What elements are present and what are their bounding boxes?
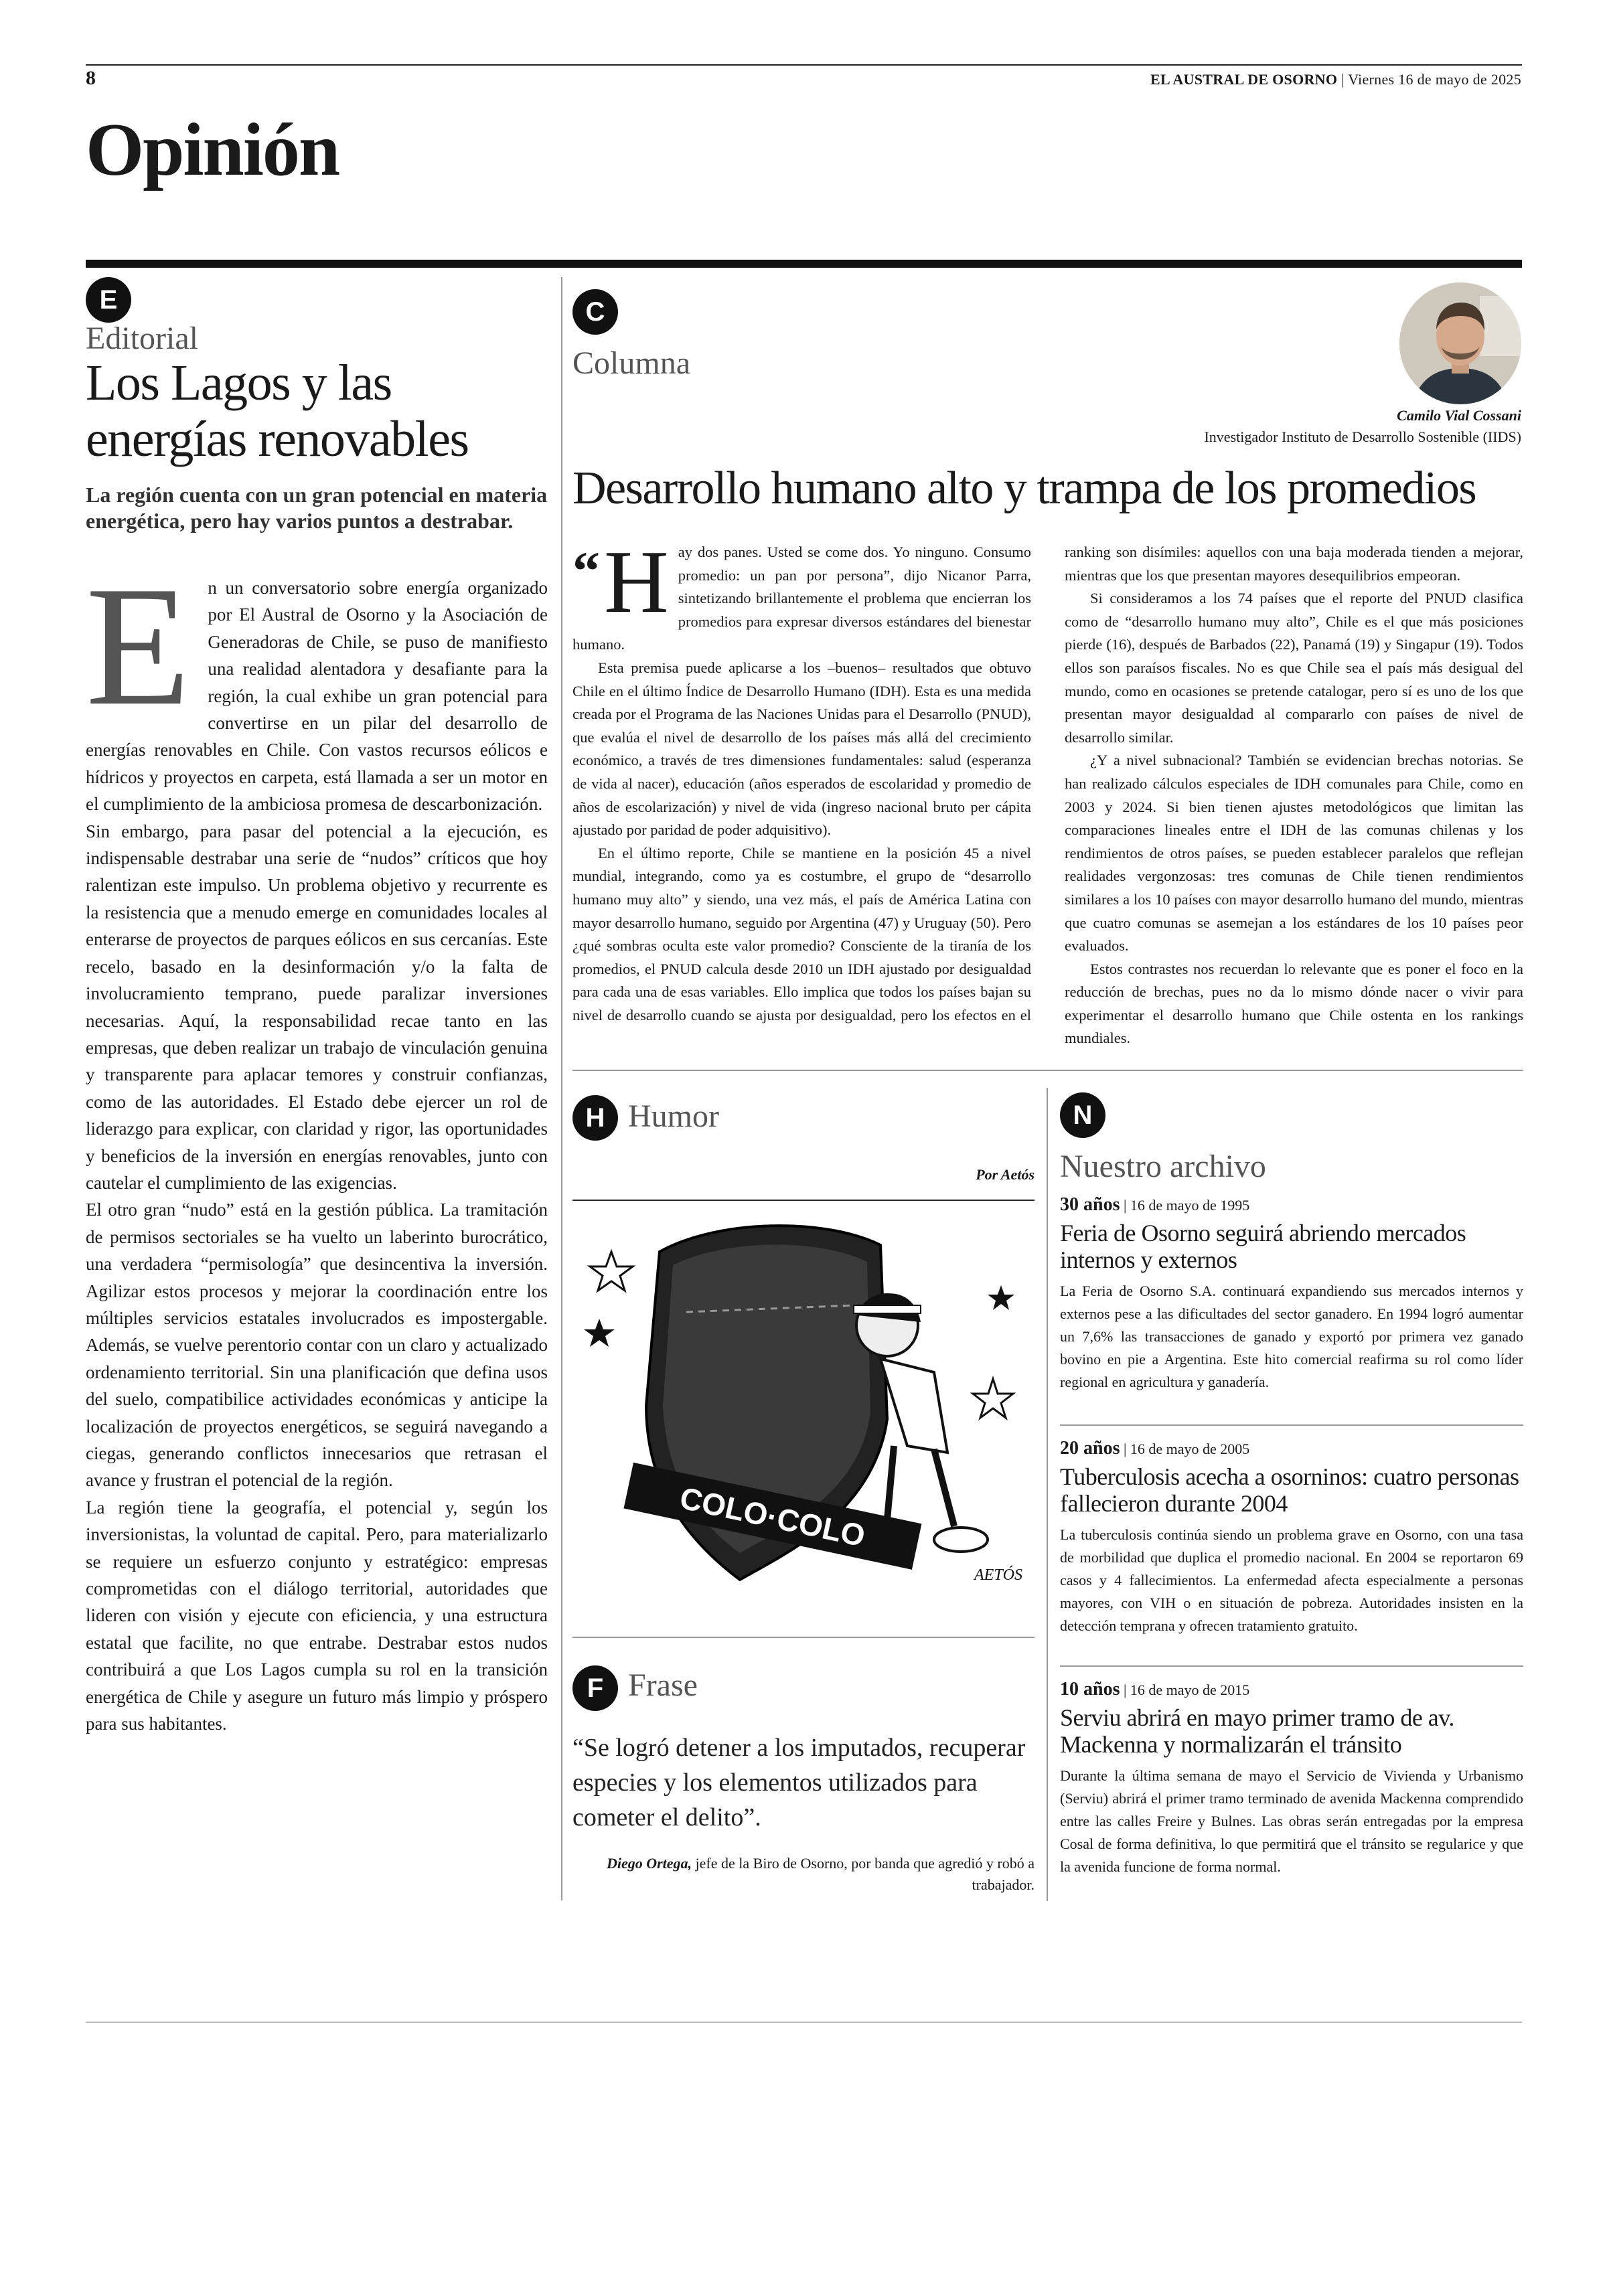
cartoon-illustration xyxy=(572,1205,1035,1627)
archive-date: 16 de mayo de 1995 xyxy=(1130,1197,1250,1214)
column-paragraph: ¿Y a nivel subnacional? También se evidencian brechas notorias. Se han realizado cálculos especiales de IDH comunales para Chile, como en 2003 y 2024. Si bien tienen ajustes metodológicos que limitan las comparaciones lineales entre el IDH de las comunas chilenas y los rendimientos de otros países, se pueden establecer paralelos que reflejan realidades vergonzosas: tres comunas de Chile tienen rendimientos similares a los 10 países con mayor desarrollo humano del mundo, mientras que cuatro comunas se asemejan a los estándares de los 10 países peor evaluados. xyxy=(1065,752,1523,955)
frase-attribution: Diego Ortega, jefe de la Biro de Osorno, por banda que agredió y robó a trabajador. xyxy=(606,1855,1035,1893)
editorial-title: Los Lagos y las energías renovables xyxy=(86,355,469,467)
archive-date: 16 de mayo de 2015 xyxy=(1130,1682,1250,1698)
archive-date: 16 de mayo de 2005 xyxy=(1130,1441,1250,1457)
archive-rule xyxy=(1060,1424,1523,1426)
editorial-paragraph: Sin embargo, para pasar del potencial a la ejecución, es indispensable destrabar una serie de “nudos” críticos que hoy ralentizan este impulso. Un problema objetivo y recurrente es la resistencia que a menudo emerge en comunidades locales al enterarse de proyectos de parques eólicos en sus cercanías. Este recelo, basado en la desinformación y/o la falta de involucramiento temprano, puede paralizar inversiones necesarias. Aquí, la responsabilidad recae tanto en las empresas, que deben realizar un trabajo de vinculación genuina y transparente para aplacar temores y construir confianzas, como de las autoridades. El Estado debe ejercer un rol de liderazgo para explicar, con claridad y rigor, las oportunidades y beneficios de la inversión en energías renovables, junto con cautelar el cumplimiento de las exigencias. xyxy=(86,821,548,1193)
archive-years: 10 años xyxy=(1060,1679,1120,1700)
frase-badge: F xyxy=(572,1665,618,1711)
editorial-paragraph: El otro gran “nudo” está en la gestión pública. La tramitación de permisos sectoriales se ha vuelto un laberinto burocrático, una verdadera “permisología” que desincentiva la inversión. Agilizar estos procesos y mejorar la coordinación entre los múltiples servicios estatales involucrados es impostergable. Además, se vuelve perentorio contar con un claro y actualizado ordenamiento territorial. Sin una planificación que defina usos del suelo, compatibilice actividades económicas y anticipe la localización de proyectos energéticos, se seguirá navegando a ciegas, generando conflictos innecesarios que retrasan el avance y frustran el potencial de la región. xyxy=(86,1200,548,1491)
editorial-paragraph: En un conversatorio sobre energía organizado por El Austral de Osorno y la Asociación de Generadoras de Chile, se puso de manifiesto una realidad alentadora y desafiante para la región, la cual exhibe un gran potencial para convertirse en un pilar del desarrollo de energías renovables en Chile. Con vastos recursos eólicos e hídricos y proyectos en carpeta, está llamada a ser un motor en el cumplimiento de la ambiciosa promesa de descarbonización. xyxy=(86,574,548,815)
archive-headline: Tuberculosis acecha a osorninos: cuatro personas fallecieron durante 2004 xyxy=(1060,1463,1519,1517)
drop-cap: H xyxy=(604,541,669,631)
column-kicker: Columna xyxy=(572,345,690,381)
editorial-deck: La región cuenta con un gran potencial en materia energética, pero hay varios puntos a destrabar. xyxy=(86,483,548,533)
column-paragraph: Esta premisa puede aplicarse a los –buenos– resultados que obtuvo Chile en el último Índice de Desarrollo Humano (IDH). Esta es una medida creada por el Programa de las Naciones Unidas para el Desarrollo (PNUD), que evalúa el nivel de desarrollo de los países más allá del crecimiento económico, a través de tres dimensiones fundamentales: salud (esperanza de vida al nacer), educación (años esperados de escolaridad y promedio de años de escolarización) y nivel de vida (ingreso nacional bruto per cápita ajustado por paridad de poder adquisitivo). xyxy=(572,659,1031,839)
bottom-rule xyxy=(86,2022,1522,2023)
cartoon-top-rule xyxy=(572,1200,1035,1201)
archive-years: 30 años xyxy=(1060,1194,1120,1215)
frase-author: Diego Ortega, xyxy=(606,1855,692,1872)
archive-body: La tuberculosis continúa siendo un problema grave en Osorno, con una tasa de morbilidad que duplica el promedio nacional. En 2004 se reportaron 69 casos y 4 fallecimientos. La enfermedad afecta especialmente a personas mayores, con VIH o en situación de pobreza. Autoridades insisten en la detección temprana y ofrecen tratamiento gratuito. xyxy=(1060,1526,1523,1634)
archive-item: 30 años | 16 de mayo de 1995 Feria de Osorno seguirá abriendo mercados internos y externos La Feria de Osorno S.A. continuará expandiendo sus mercados internos y externos pese a las dificultades del sector ganadero. En 1994 logró aumentar un 7,6% las transacciones de ganado y exportó por primera vez ganado bovino en pie a Argentina. Este hito comercial reafirma su rol como líder regional en agricultura y ganadería. xyxy=(1060,1194,1523,1394)
frase-kicker: Frase xyxy=(628,1667,698,1703)
humor-badge: H xyxy=(572,1095,618,1141)
archive-item: 10 años | 16 de mayo de 2015 Serviu abrirá en mayo primer tramo de av. Mackenna y normalizarán el tránsito Durante la última semana de mayo el Servicio de Vivienda y Urbanismo (Serviu) abrirá el primer tramo terminado de avenida Mackenna comprendido entre las calles Freire y Bulnes. Las obras serán entregadas por la empresa Cosal de forma definitiva, lo que permitirá que el tránsito se regularice y que la avenida funcione de forma normal. xyxy=(1060,1679,1523,1878)
editorial-body xyxy=(86,574,548,1920)
column-divider xyxy=(561,277,562,1900)
archive-headline: Feria de Osorno seguirá abriendo mercados internos y externos xyxy=(1060,1220,1466,1273)
editorial-paragraph: La región tiene la geografía, el potencial y, según los inversionistas, la voluntad de capital. Pero, para materializarlo se requiere un esfuerzo conjunto y estratégico: empresas comprometidas con el diálogo territorial, autoridades que lideren con visión y ejecute con eficiencia, y una estructura estatal que facilite, no que entrabe. Destrabar estos nudos contribuirá a que Los Lagos cumpla su rol en la transición energética de Chile y asegure un futuro más limpio y próspero para sus habitantes. xyxy=(86,1497,548,1734)
archive-headline: Serviu abrirá en mayo primer tramo de av. Mackenna y normalizarán el tránsito xyxy=(1060,1704,1454,1758)
archive-body: Durante la última semana de mayo el Servicio de Vivienda y Urbanismo (Serviu) abrirá el primer tramo terminado de avenida Mackenna comprendido entre las calles Freire y Bulnes. Las obras serán entregadas por la empresa Cosal de forma definitiva, lo que permitirá que el tránsito se regularice y que la avenida funcione de forma normal. xyxy=(1060,1767,1523,1875)
column-paragraph: En el último reporte, Chile se mantiene en la posición 45 a nivel mundial, integrando, como ya es costumbre, el grupo de “desarrollo humano muy alto” y siendo, una vez más, el país de América Latina con mayor desarrollo humano, seguido por Argentina (47) y Uruguay (50). Pero ¿qué sombras oculta este valor promedio? Consciente de la tiranía de los promedios, el PNUD calcula desde 2010 un IDH ajustado por desigualdad para cada una de esas variables. Ello implica que todos los países bajan su nivel de desarrollo cuando se ajusta por desigualdad, pero los efectos en el ranking son disímiles: aquellos con una baja moderada tienden a mejorar, mientras que los que presentan mayores desequilibrios empeoran. xyxy=(572,544,1523,1023)
archive-item: 20 años | 16 de mayo de 2005 Tuberculosis acecha a osorninos: cuatro personas fallecieron durante 2004 La tuberculosis continúa siendo un problema grave en Osorno, con una tasa de morbilidad que duplica el promedio nacional. En 2004 se reportaron 69 casos y 4 fallecimientos. La enfermedad afecta especialmente a personas mayores, con VIH o en situación de pobreza. Autoridades insisten en la detección temprana y ofrecen tratamiento gratuito. xyxy=(1060,1438,1523,1637)
cartoon-banner-text: COLO·COLO xyxy=(676,1480,868,1554)
column-paragraph: Estos contrastes nos recuerdan lo relevante que es poner el foco en la reducción de brechas, pues no da lo mismo dónde nacer o vivir para experimentar el desarrollo humano que Chile ostenta en los rankings mundiales. xyxy=(1065,960,1523,1047)
author-photo xyxy=(1399,282,1521,404)
frase-quote: “Se logró detener a los imputados, recuperar especies y los elementos utilizados para cometer el delito”. xyxy=(572,1734,1026,1831)
editorial-badge: E xyxy=(86,277,131,323)
archive-kicker: Nuestro archivo xyxy=(1060,1149,1266,1184)
cartoon-signature: AETÓS xyxy=(974,1566,1022,1584)
masthead: EL AUSTRAL DE OSORNO | Viernes 16 de mayo de 2025 xyxy=(1150,71,1521,88)
paper-name: EL AUSTRAL DE OSORNO xyxy=(1150,71,1338,88)
issue-date: Viernes 16 de mayo de 2025 xyxy=(1348,71,1521,88)
archive-body: La Feria de Osorno S.A. continuará expandiendo sus mercados internos y externos pese a las dificultades del sector ganadero. En 1994 logró aumentar un 7,6% las transacciones de ganado y exportó por primera vez ganado bovino en pie a Argentina. Este hito comercial reafirma su rol como líder regional en agricultura y ganadería. xyxy=(1060,1283,1523,1390)
column-paragraph: Si consideramos a los 74 países que el reporte del PNUD clasifica como de “desarrollo humano muy alto”, Chile es el que más posiciones pierde (16), después de Barbados (22), Panamá (19) y Singapur (19). Todos ellos son paraísos fiscales. No es que Chile sea el país más desigual del mundo, como en ocasiones se pretende catalogar, pero sí es uno de los que presentan mayor desigualdad al compararlo con países de nivel de desarrollo similar. xyxy=(1065,590,1523,746)
page-number: 8 xyxy=(86,67,96,89)
editorial-kicker: Editorial xyxy=(86,321,198,356)
humor-kicker: Humor xyxy=(628,1098,719,1134)
column-badge: C xyxy=(572,289,618,335)
archive-years: 20 años xyxy=(1060,1438,1120,1459)
column-bottom-rule xyxy=(572,1070,1523,1071)
archive-badge: N xyxy=(1060,1092,1105,1138)
column-title: Desarrollo humano alto y trampa de los promedios xyxy=(572,463,1476,514)
author-name: Camilo Vial Cossani xyxy=(1397,407,1521,424)
drop-cap: E xyxy=(86,574,191,741)
cartoon-bottom-rule xyxy=(572,1637,1035,1638)
author-role: Investigador Instituto de Desarrollo Sostenible (IIDS) xyxy=(1204,428,1521,445)
top-rule xyxy=(86,64,1522,66)
cartoon-byline: Por Aetós xyxy=(976,1166,1035,1183)
lower-divider xyxy=(1047,1088,1048,1901)
archive-rule xyxy=(1060,1665,1523,1667)
column-paragraph: “ H ay dos panes. Usted se come dos. Yo ninguno. Consumo promedio: un pan por persona”, dijo Nicanor Parra, sintetizando brillantemente el problema que encierran los promedios para expresar diversos estándares del bienestar humano. xyxy=(572,541,1031,653)
section-title: Opinión xyxy=(86,108,339,191)
section-rule xyxy=(86,260,1522,268)
column-body xyxy=(572,541,1523,1063)
quote-mark: “ xyxy=(572,541,600,601)
